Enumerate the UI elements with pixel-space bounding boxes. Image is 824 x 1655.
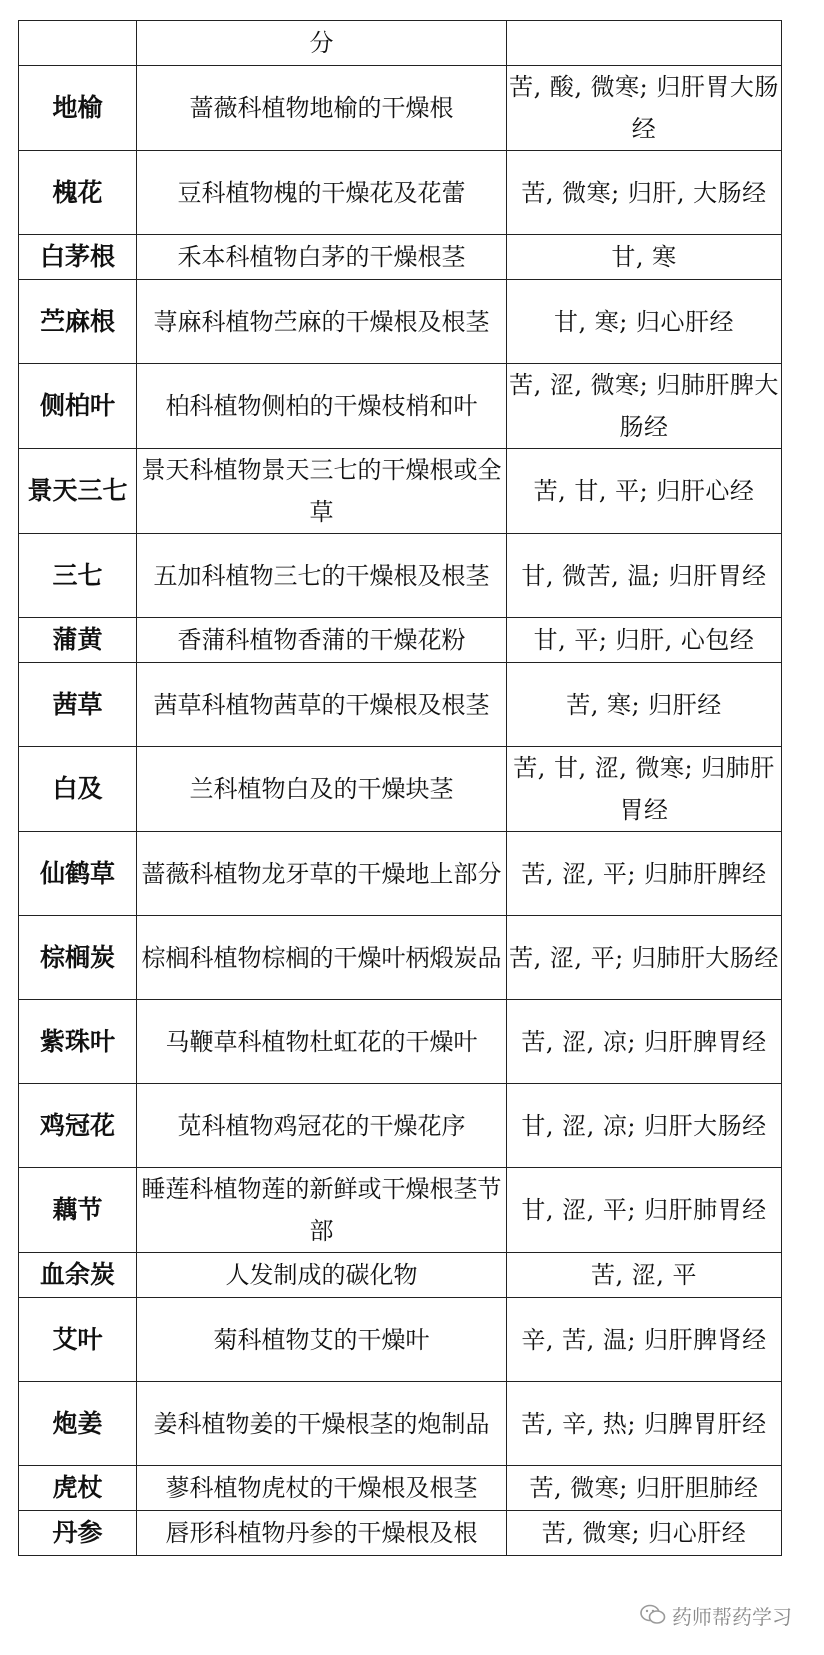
herb-property-cell: 苦, 涩, 平; 归肺肝大肠经 xyxy=(507,916,782,1000)
herb-source-cell: 蔷薇科植物地榆的干燥根 xyxy=(137,66,507,151)
herb-property-cell: 苦, 涩, 微寒; 归肺肝脾大肠经 xyxy=(507,364,782,449)
table-row xyxy=(19,1168,782,1253)
herb-property-cell: 甘, 平; 归肝, 心包经 xyxy=(507,618,782,663)
herb-name-cell: 仙鹤草 xyxy=(19,832,137,916)
wechat-icon xyxy=(640,1604,666,1626)
herb-source-cell: 马鞭草科植物杜虹花的干燥叶 xyxy=(137,1000,507,1084)
table-row xyxy=(19,1253,782,1298)
herb-source-cell: 香蒲科植物香蒲的干燥花粉 xyxy=(137,618,507,663)
herb-property-cell: 苦, 微寒; 归肝, 大肠经 xyxy=(507,151,782,235)
herb-source-cell: 禾本科植物白茅的干燥根茎 xyxy=(137,235,507,280)
table-row xyxy=(19,534,782,618)
watermark xyxy=(640,1598,792,1632)
table-row xyxy=(19,66,782,151)
herb-property-cell: 甘, 微苦, 温; 归肝胃经 xyxy=(507,534,782,618)
header-row xyxy=(19,21,782,66)
herb-source-cell: 菊科植物艾的干燥叶 xyxy=(137,1298,507,1382)
herb-source-cell: 睡莲科植物莲的新鲜或干燥根茎节部 xyxy=(137,1168,507,1253)
herb-table xyxy=(18,20,782,1556)
herb-name-cell: 三七 xyxy=(19,534,137,618)
herb-name-cell: 槐花 xyxy=(19,151,137,235)
herb-name-cell: 地榆 xyxy=(19,66,137,151)
herb-property-cell: 苦, 寒; 归肝经 xyxy=(507,663,782,747)
table-row xyxy=(19,1298,782,1382)
table-row xyxy=(19,151,782,235)
herb-property-cell: 苦, 涩, 平 xyxy=(507,1253,782,1298)
herb-property-cell: 苦, 微寒; 归心肝经 xyxy=(507,1511,782,1556)
header-cell-source: 分 xyxy=(137,21,507,66)
header-cell-property xyxy=(507,21,782,66)
herb-source-cell: 苋科植物鸡冠花的干燥花序 xyxy=(137,1084,507,1168)
herb-name-cell: 侧柏叶 xyxy=(19,364,137,449)
table-row xyxy=(19,280,782,364)
herb-property-cell: 苦, 涩, 凉; 归肝脾胃经 xyxy=(507,1000,782,1084)
herb-name-cell: 白及 xyxy=(19,747,137,832)
herb-name-cell: 鸡冠花 xyxy=(19,1084,137,1168)
herb-name-cell: 景天三七 xyxy=(19,449,137,534)
herb-source-cell: 兰科植物白及的干燥块茎 xyxy=(137,747,507,832)
herb-name-cell: 血余炭 xyxy=(19,1253,137,1298)
herb-name-cell: 茜草 xyxy=(19,663,137,747)
herb-source-cell: 蔷薇科植物龙牙草的干燥地上部分 xyxy=(137,832,507,916)
table-row xyxy=(19,1466,782,1511)
herb-name-cell: 丹参 xyxy=(19,1511,137,1556)
herb-source-cell: 荨麻科植物苎麻的干燥根及根茎 xyxy=(137,280,507,364)
herb-name-cell: 虎杖 xyxy=(19,1466,137,1511)
herb-source-cell: 豆科植物槐的干燥花及花蕾 xyxy=(137,151,507,235)
herb-source-cell: 蓼科植物虎杖的干燥根及根茎 xyxy=(137,1466,507,1511)
watermark-text: 药师帮药学习 xyxy=(672,1604,792,1629)
herb-source-cell: 五加科植物三七的干燥根及根茎 xyxy=(137,534,507,618)
herb-property-cell: 苦, 辛, 热; 归脾胃肝经 xyxy=(507,1382,782,1466)
herb-source-cell: 柏科植物侧柏的干燥枝梢和叶 xyxy=(137,364,507,449)
herb-name-cell: 苎麻根 xyxy=(19,280,137,364)
herb-property-cell: 苦, 甘, 涩, 微寒; 归肺肝胃经 xyxy=(507,747,782,832)
herb-source-cell: 景天科植物景天三七的干燥根或全草 xyxy=(137,449,507,534)
herb-source-cell: 姜科植物姜的干燥根茎的炮制品 xyxy=(137,1382,507,1466)
herb-source-cell: 茜草科植物茜草的干燥根及根茎 xyxy=(137,663,507,747)
herb-property-cell: 苦, 微寒; 归肝胆肺经 xyxy=(507,1466,782,1511)
herb-name-cell: 白茅根 xyxy=(19,235,137,280)
table-row xyxy=(19,916,782,1000)
table-row xyxy=(19,1084,782,1168)
herb-property-cell: 甘, 涩, 平; 归肝肺胃经 xyxy=(507,1168,782,1253)
herb-property-cell: 辛, 苦, 温; 归肝脾肾经 xyxy=(507,1298,782,1382)
herb-name-cell: 蒲黄 xyxy=(19,618,137,663)
table-row xyxy=(19,618,782,663)
herb-property-cell: 甘, 涩, 凉; 归肝大肠经 xyxy=(507,1084,782,1168)
herb-name-cell: 棕榈炭 xyxy=(19,916,137,1000)
herb-source-cell: 棕榈科植物棕榈的干燥叶柄煅炭品 xyxy=(137,916,507,1000)
table-row xyxy=(19,235,782,280)
table-row xyxy=(19,747,782,832)
herb-name-cell: 炮姜 xyxy=(19,1382,137,1466)
herb-property-cell: 甘, 寒; 归心肝经 xyxy=(507,280,782,364)
table-row xyxy=(19,1382,782,1466)
herb-property-cell: 苦, 酸, 微寒; 归肝胃大肠经 xyxy=(507,66,782,151)
herb-property-cell: 甘, 寒 xyxy=(507,235,782,280)
table-row xyxy=(19,364,782,449)
table-row xyxy=(19,449,782,534)
herb-name-cell: 紫珠叶 xyxy=(19,1000,137,1084)
herb-property-cell: 苦, 涩, 平; 归肺肝脾经 xyxy=(507,832,782,916)
table-row xyxy=(19,1511,782,1556)
herb-property-cell: 苦, 甘, 平; 归肝心经 xyxy=(507,449,782,534)
herb-source-cell: 人发制成的碳化物 xyxy=(137,1253,507,1298)
header-cell-name xyxy=(19,21,137,66)
herb-name-cell: 藕节 xyxy=(19,1168,137,1253)
herb-source-cell: 唇形科植物丹参的干燥根及根 xyxy=(137,1511,507,1556)
herb-name-cell: 艾叶 xyxy=(19,1298,137,1382)
table-row xyxy=(19,663,782,747)
table-row xyxy=(19,1000,782,1084)
table-row xyxy=(19,832,782,916)
